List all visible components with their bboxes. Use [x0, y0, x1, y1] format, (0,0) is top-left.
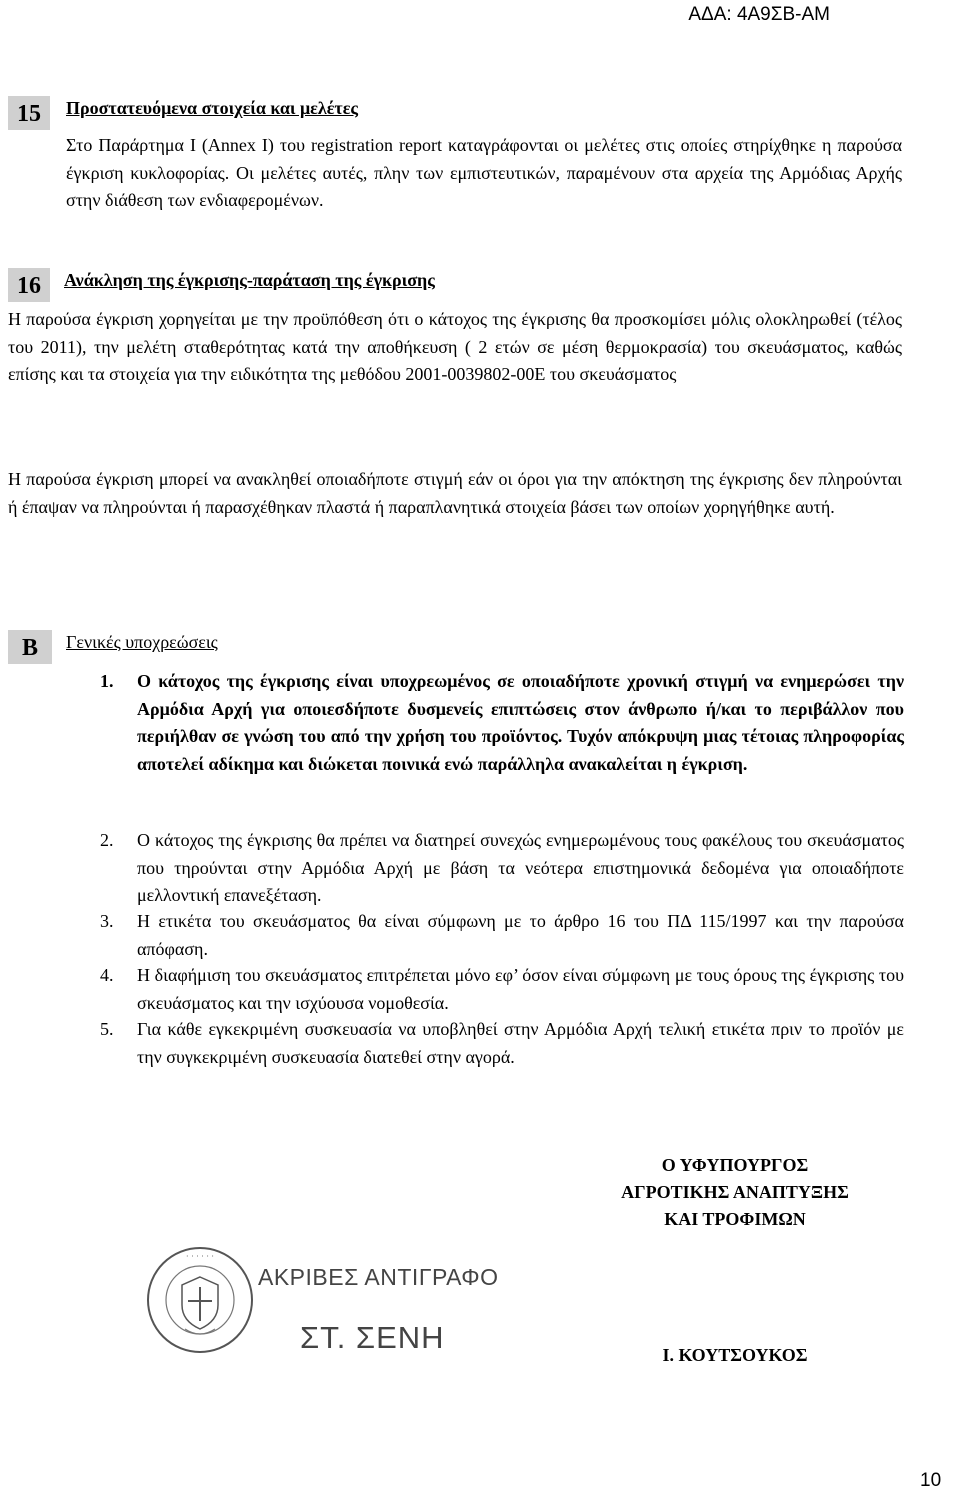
stamp-signer: ΣΤ. ΣΕΝΗ: [300, 1320, 445, 1355]
item-text: Ο κάτοχος της έγκρισης θα πρέπει να διατηρεί συνεχώς ενημερωμένους τους φακέλους του σκευάσματος που τηρούνται στην Αρμόδια Αρχή με βάση τα νεότερα επιστημονικά δεδομένα για οποιαδήποτε μελλοντική επανεξέταση.: [137, 830, 904, 905]
section-b-letter: B: [8, 630, 52, 664]
page-number: 10: [920, 1470, 942, 1491]
section-15-title: Προστατευόμενα στοιχεία και μελέτες: [66, 98, 358, 118]
section-16-body-2: Η παρούσα έγκριση μπορεί να ανακληθεί οποιαδήποτε στιγμή εάν οι όροι για την απόκτηση της έγκρισης δεν πληρούνται ή έπαψαν να πληρούνται ή παρασχέθηκαν πλαστά ή παραπλανητικά στοιχεία βάσει των οποίων χορηγήθηκε αυτή.: [8, 469, 902, 517]
section-15-body: Στο Παράρτημα Ι (Annex I) του registration report καταγράφονται οι μελέτες στις οποίες στηρίχθηκε η παρούσα έγκριση κυκλοφορίας. Οι μελέτες αυτές, πλην των εμπιστευτικών, παραμένουν στα αρχεία της Αρμόδιας Αρχής στην διάθεση των ενδιαφερομένων.: [66, 135, 902, 210]
official-seal-icon: [145, 1245, 255, 1355]
section-15-number: 15: [8, 96, 50, 130]
section-b-title: Γενικές υποχρεώσεις: [66, 632, 218, 652]
signature-line-3: ΚΑΙ ΤΡΟΦΙΜΩΝ: [664, 1209, 806, 1229]
stamp-copy-text: ΑΚΡΙΒΕΣ ΑΝΤΙΓΡΑΦΟ: [258, 1264, 499, 1290]
signature-title: [560, 1152, 910, 1233]
signature-line-2: ΑΓΡΟΤΙΚΗΣ ΑΝΑΠΤΥΞΗΣ: [621, 1182, 849, 1202]
ada-code: ΑΔΑ: 4Α9ΣΒ-ΑΜ: [688, 4, 830, 25]
signature-line-1: Ο ΥΦΥΠΟΥΡΓΟΣ: [661, 1155, 809, 1175]
item-text: Για κάθε εγκεκριμένη συσκευασία να υποβληθεί στην Αρμόδια Αρχή τελική ετικέτα πριν το προϊόν με την συγκεκριμένη συσκευασία διατεθεί στην αγορά.: [137, 1019, 904, 1067]
item-number: 5.: [100, 1019, 114, 1039]
svg-text:· · · · · ·: · · · · · ·: [186, 1252, 214, 1261]
item-text: Η ετικέτα του σκευάσματος θα είναι σύμφωνη με το άρθρο 16 του ΠΔ 115/1997 και την παρούσα απόφαση.: [137, 911, 904, 959]
item-number: 2.: [100, 830, 114, 850]
signatory-name: Ι. ΚΟΥΤΣΟΥΚΟΣ: [662, 1345, 808, 1365]
item-number: 4.: [100, 965, 114, 985]
item-text: Ο κάτοχος της έγκρισης είναι υποχρεωμένος σε οποιαδήποτε χρονική στιγμή να ενημερώσει την Αρμόδια Αρχή για οποιεσδήποτε δυσμενείς επιπτώσεις στον άνθρωπο ή/και το περιβάλλον που περιήλθαν σε γνώση του από την χρήση του προϊόντος. Τυχόν απόκρυψη μιας τέτοιας πληροφορίας αποτελεί αδίκημα και διώκεται ποινικά ενώ παράλληλα ανακαλείται η έγκριση.: [137, 671, 904, 774]
section-16-number: 16: [8, 268, 50, 302]
section-16-title: Ανάκληση της έγκρισης-παράταση της έγκρισης: [64, 270, 435, 290]
item-text: Η διαφήμιση του σκευάσματος επιτρέπεται μόνο εφ’ όσον είναι σύμφωνη με τους όρους της έγκρισης του σκευάσματος και την ισχύουσα νομοθεσία.: [137, 965, 904, 1013]
section-16-body-1: Η παρούσα έγκριση χορηγείται με την προϋπόθεση ότι ο κάτοχος της έγκρισης θα προσκομίσει μόλις ολοκληρωθεί (τέλος του 2011), την μελέτη σταθερότητας κατά την αποθήκευση ( 2 ετών σε μέση θερμοκρασία) του σκευάσματος, καθώς επίσης και τα στοιχεία για την ειδικότητα της μεθόδου 2001-0039802-00E του σκευάσματος: [8, 309, 902, 384]
item-number: 1.: [100, 671, 114, 691]
item-number: 3.: [100, 911, 114, 931]
